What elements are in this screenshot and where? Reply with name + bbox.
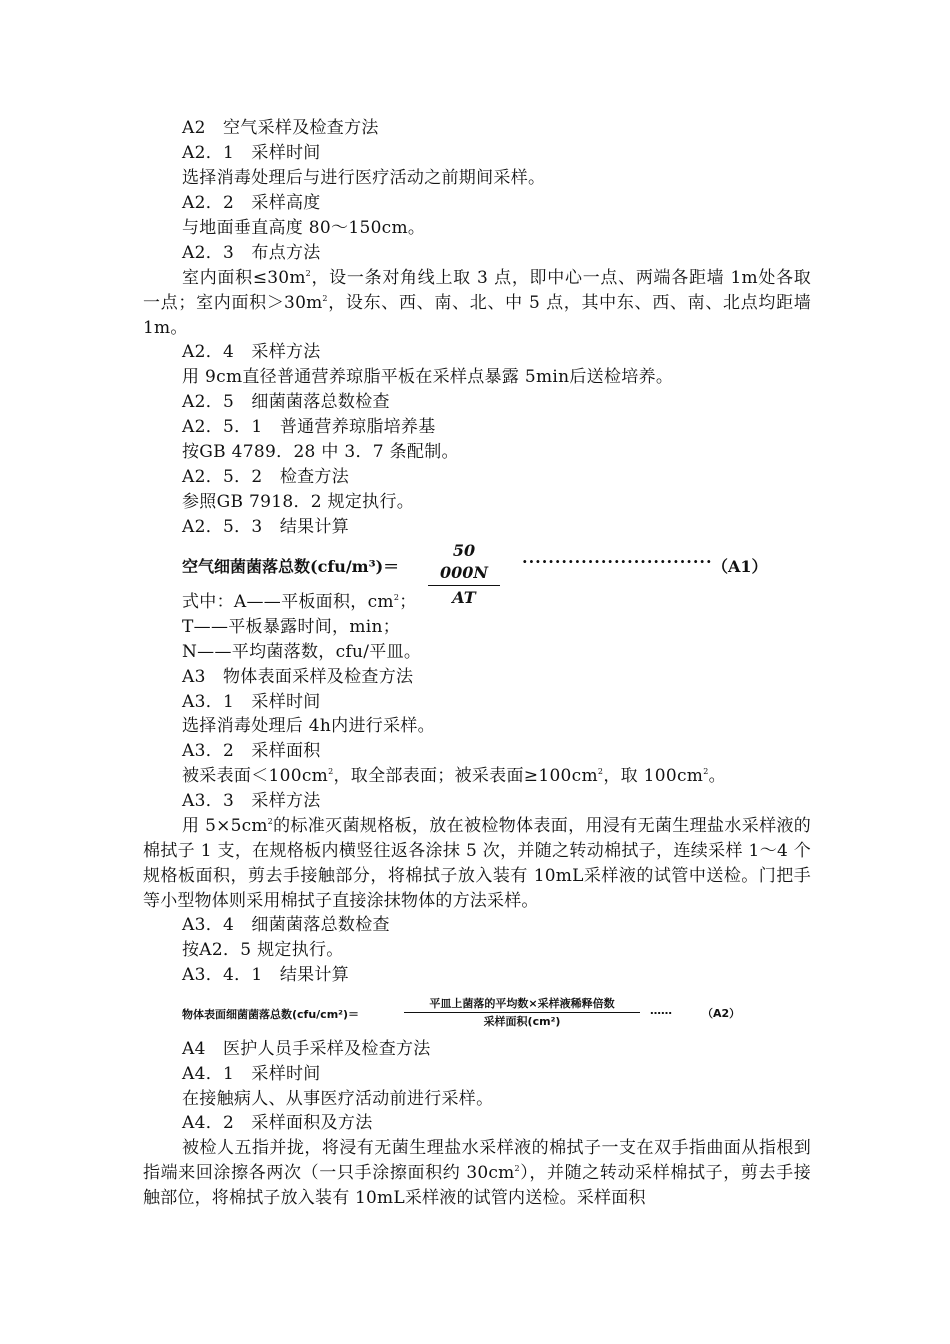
heading-a2-5-1: A2．5．1 普通营养琼脂培养基 xyxy=(182,417,436,437)
text-a4-1: 在接触病人、从事医疗活动前进行采样。 xyxy=(182,1089,494,1109)
paragraph-a3-3 xyxy=(143,814,811,914)
formula-a2-denominator: 采样面积(cm²) xyxy=(483,1015,561,1028)
text-a3-2-part2: ，取全部表面；被采表面≥100cm xyxy=(333,766,598,786)
heading-a3-2: A3．2 采样面积 xyxy=(182,741,321,761)
heading-a4: A4 医护人员手采样及检查方法 xyxy=(182,1039,431,1059)
para-a2-3-part2: ，设一条对角线上取 3 点，即中心一点、两端各距墙 1m处各取一点；室内面积＞30m xyxy=(143,268,811,313)
heading-a2-5-3: A2．5．3 结果计算 xyxy=(182,517,350,537)
heading-a4-1: A4．1 采样时间 xyxy=(182,1064,321,1084)
heading-a3: A3 物体表面采样及检查方法 xyxy=(182,667,414,687)
para-a2-3-part1: 室内面积≤30m xyxy=(182,268,306,288)
para-a3-3-part2: 的标准灭菌规格板，放在被检物体表面，用浸有无菌生理盐水采样液的棉拭子 1 支，在规格板内横竖往返各涂抹 5 次，并随之转动棉拭子，连续采样 1～4 个规格板面积，剪去手接触部分，将棉拭子放入装有 10mL采样液的试管中送检。门把手等小型物体则采用棉拭子直接涂抹物体的方法采样。 xyxy=(143,816,811,911)
para-a2-3-part3: ，设东、西、南、北、中 5 点，其中东、西、南、北点均距墙 1m。 xyxy=(143,293,811,338)
text-a3-2 xyxy=(182,764,726,788)
heading-a4-2: A4．2 采样面积及方法 xyxy=(182,1113,373,1133)
heading-a3-4-1: A3．4．1 结果计算 xyxy=(182,965,350,985)
where-a xyxy=(182,590,417,614)
text-a3-2-part4: 。 xyxy=(708,766,726,786)
paragraph-a2-3 xyxy=(143,266,811,341)
superscript-2: 2 xyxy=(328,767,334,776)
formula-a2-tag: （A2） xyxy=(702,1007,741,1020)
formula-a2-label: 物体表面细菌菌落总数(cfu/cm²)＝ xyxy=(182,1008,360,1021)
superscript-2: 2 xyxy=(305,269,311,278)
formula-a1-numerator: 50 000N xyxy=(439,541,489,582)
text-a2-5-2: 参照GB 7918．2 规定执行。 xyxy=(182,492,415,512)
heading-a2-5-2: A2．5．2 检查方法 xyxy=(182,467,350,487)
where-a-text: 式中：A——平板面积，cm xyxy=(182,592,394,612)
heading-a2-3: A2．3 布点方法 xyxy=(182,243,321,263)
where-n: N——平均菌落数，cfu/平皿。 xyxy=(182,642,422,662)
superscript-2: 2 xyxy=(703,767,709,776)
para-a4-2-part1: 被检人五指并拢，将浸有无菌生理盐水采样液的棉拭子一支在双手指曲面从指根到指端来回涂擦各两次（一只手涂擦面积约 30cm xyxy=(143,1138,811,1183)
superscript-2: 2 xyxy=(514,1164,520,1173)
superscript-2: 2 xyxy=(322,294,328,303)
fraction-bar xyxy=(404,1012,640,1013)
where-a-tail: ； xyxy=(399,592,417,612)
text-a3-4: 按A2．5 规定执行。 xyxy=(182,940,344,960)
heading-a2-1: A2．1 采样时间 xyxy=(182,143,321,163)
superscript-2: 2 xyxy=(597,767,604,776)
heading-a2: A2 空气采样及检查方法 xyxy=(182,118,379,138)
heading-a3-3: A3．3 采样方法 xyxy=(182,791,321,811)
formula-a1-label: 空气细菌菌落总数(cfu/m³)＝ xyxy=(182,557,400,576)
heading-a2-2: A2．2 采样高度 xyxy=(182,193,321,213)
text-a3-2-part3: ，取 100cm xyxy=(603,766,704,786)
formula-a1-tag: （A1） xyxy=(712,557,768,576)
formula-a1-fraction xyxy=(428,540,500,609)
heading-a2-4: A2．4 采样方法 xyxy=(182,342,321,362)
heading-a2-5: A2．5 细菌菌落总数检查 xyxy=(182,392,390,412)
para-a3-3-part1: 用 5×5cm xyxy=(182,816,268,836)
formula-a2-fraction xyxy=(404,996,640,1029)
text-a3-1: 选择消毒处理后 4h内进行采样。 xyxy=(182,716,435,736)
formula-a2-numerator: 平皿上菌落的平均数×采样液稀释倍数 xyxy=(429,997,615,1010)
text-a2-2: 与地面垂直高度 80～150cm。 xyxy=(182,218,426,238)
heading-a3-4: A3．4 细菌菌落总数检查 xyxy=(182,915,390,935)
text-a2-5-1: 按GB 4789．28 中 3．7 条配制。 xyxy=(182,442,459,462)
text-a3-2-part1: 被采表面＜100cm xyxy=(182,766,329,786)
formula-a2 xyxy=(182,996,782,1034)
formula-a1-denominator: AT xyxy=(452,588,476,607)
where-t: T——平板暴露时间，min； xyxy=(182,617,401,637)
fraction-bar xyxy=(428,585,500,586)
superscript-2: 2 xyxy=(267,817,273,826)
para-a4-2-part2: ），并随之转动采样棉拭子，剪去手接触部位，将棉拭子放入装有 10mL采样液的试管内送检。采样面积 xyxy=(143,1163,811,1208)
formula-a2-leader-dots: …… xyxy=(650,1004,672,1017)
superscript-2: 2 xyxy=(393,593,400,602)
formula-a1-leader-dots: ····························· xyxy=(522,552,713,571)
paragraph-a4-2 xyxy=(143,1136,811,1211)
text-a2-1: 选择消毒处理后与进行医疗活动之前期间采样。 xyxy=(182,168,546,188)
text-a2-4: 用 9cm直径普通营养琼脂平板在采样点暴露 5min后送检培养。 xyxy=(182,367,674,387)
heading-a3-1: A3．1 采样时间 xyxy=(182,692,321,712)
